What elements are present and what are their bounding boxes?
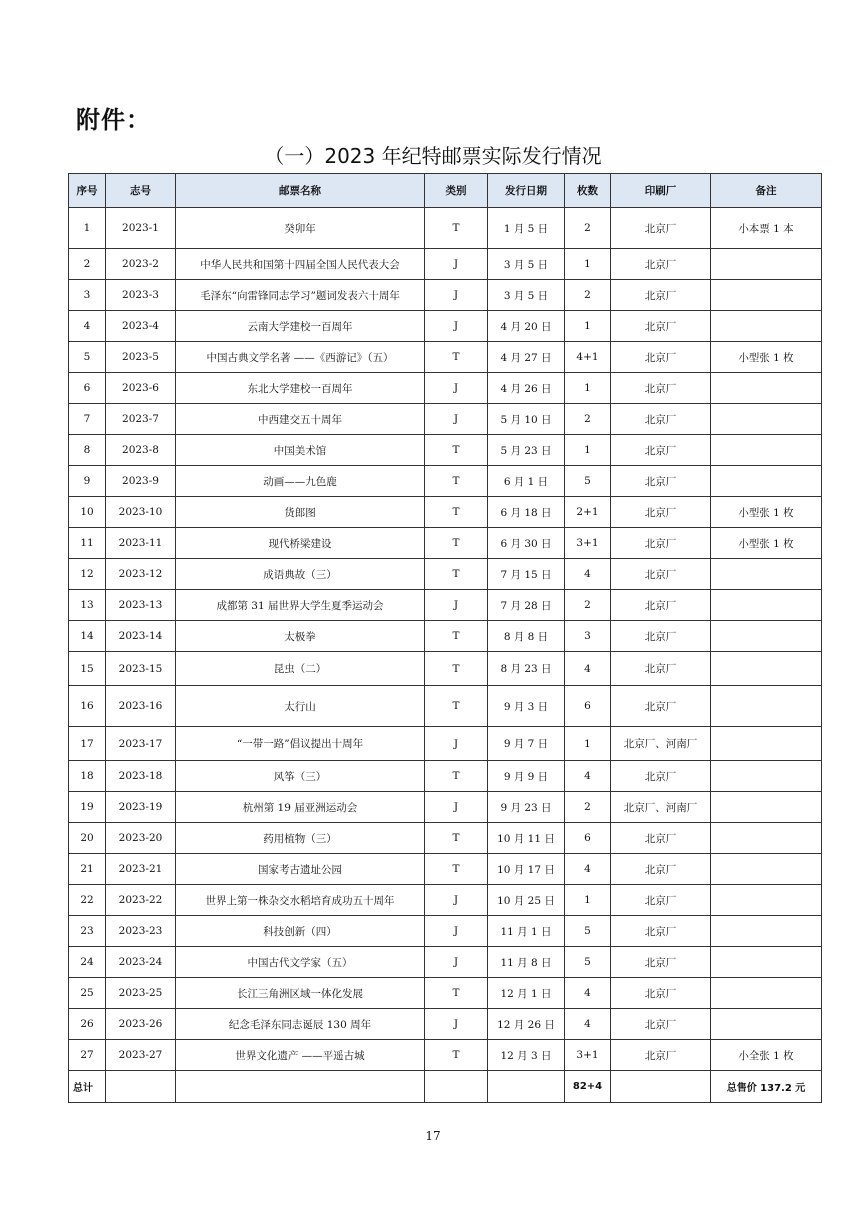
cell-count: 4+1 — [565, 342, 611, 373]
cell-no: 5 — [69, 342, 106, 373]
cell-code: 2023-22 — [106, 885, 176, 916]
cell-category: T — [425, 1040, 488, 1071]
cell-issue-date: 11 月 8 日 — [488, 947, 565, 978]
cell-category: J — [425, 727, 488, 761]
cell-category: T — [425, 435, 488, 466]
cell-category: J — [425, 885, 488, 916]
cell-code: 2023-13 — [106, 590, 176, 621]
cell-code: 2023-9 — [106, 466, 176, 497]
cell-issue-date: 12 月 26 日 — [488, 1009, 565, 1040]
cell-code: 2023-21 — [106, 854, 176, 885]
cell-stamp-name: 中西建交五十周年 — [176, 404, 425, 435]
cell-code: 2023-20 — [106, 823, 176, 854]
cell-stamp-name: 毛泽东“向雷锋同志学习”题词发表六十周年 — [176, 280, 425, 311]
cell-code: 2023-27 — [106, 1040, 176, 1071]
cell-no: 6 — [69, 373, 106, 404]
cell-category: T — [425, 528, 488, 559]
cell-printer: 北京厂 — [611, 466, 711, 497]
cell-no: 22 — [69, 885, 106, 916]
cell-note — [711, 761, 822, 792]
cell-stamp-name: 癸卯年 — [176, 208, 425, 249]
cell-count: 6 — [565, 823, 611, 854]
cell-printer: 北京厂 — [611, 404, 711, 435]
cell-stamp-name: 动画——九色鹿 — [176, 466, 425, 497]
cell-no: 13 — [69, 590, 106, 621]
cell-note — [711, 885, 822, 916]
cell-stamp-name: 杭州第 19 届亚洲运动会 — [176, 792, 425, 823]
cell-note — [711, 621, 822, 652]
cell-no: 26 — [69, 1009, 106, 1040]
cell-code: 2023-4 — [106, 311, 176, 342]
cell-no: 25 — [69, 978, 106, 1009]
table-row — [69, 1040, 822, 1071]
cell-note — [711, 978, 822, 1009]
cell-printer: 北京厂 — [611, 916, 711, 947]
total-empty-cell — [106, 1071, 176, 1103]
cell-stamp-name: 太极拳 — [176, 621, 425, 652]
cell-code: 2023-5 — [106, 342, 176, 373]
table-row — [69, 686, 822, 727]
total-empty-cell — [488, 1071, 565, 1103]
cell-no: 7 — [69, 404, 106, 435]
cell-note: 小型张 1 枚 — [711, 342, 822, 373]
cell-note — [711, 249, 822, 280]
cell-count: 1 — [565, 885, 611, 916]
table-row — [69, 885, 822, 916]
table-row — [69, 727, 822, 761]
cell-note: 小型张 1 枚 — [711, 528, 822, 559]
cell-count: 4 — [565, 854, 611, 885]
cell-stamp-name: 太行山 — [176, 686, 425, 727]
cell-issue-date: 9 月 3 日 — [488, 686, 565, 727]
table-row — [69, 280, 822, 311]
cell-printer: 北京厂 — [611, 854, 711, 885]
attachment-heading: 附件： — [76, 106, 151, 134]
header-note: 备注 — [711, 174, 822, 208]
cell-issue-date: 11 月 1 日 — [488, 916, 565, 947]
cell-category: T — [425, 854, 488, 885]
cell-note — [711, 727, 822, 761]
table-row — [69, 1009, 822, 1040]
table-row — [69, 249, 822, 280]
cell-stamp-name: 药用植物（三） — [176, 823, 425, 854]
cell-count: 3 — [565, 621, 611, 652]
cell-stamp-name: 国家考古遗址公园 — [176, 854, 425, 885]
cell-issue-date: 3 月 5 日 — [488, 249, 565, 280]
cell-count: 1 — [565, 727, 611, 761]
cell-category: T — [425, 342, 488, 373]
cell-issue-date: 9 月 7 日 — [488, 727, 565, 761]
cell-no: 9 — [69, 466, 106, 497]
cell-printer: 北京厂 — [611, 823, 711, 854]
cell-issue-date: 12 月 3 日 — [488, 1040, 565, 1071]
cell-note — [711, 435, 822, 466]
total-empty-cell — [611, 1071, 711, 1103]
cell-stamp-name: 世界上第一株杂交水稻培育成功五十周年 — [176, 885, 425, 916]
cell-no: 4 — [69, 311, 106, 342]
cell-note — [711, 373, 822, 404]
cell-count: 5 — [565, 947, 611, 978]
cell-code: 2023-1 — [106, 208, 176, 249]
cell-note — [711, 652, 822, 686]
cell-code: 2023-3 — [106, 280, 176, 311]
cell-category: J — [425, 590, 488, 621]
cell-category: T — [425, 761, 488, 792]
cell-code: 2023-17 — [106, 727, 176, 761]
cell-category: T — [425, 497, 488, 528]
cell-code: 2023-7 — [106, 404, 176, 435]
cell-category: J — [425, 1009, 488, 1040]
table-row — [69, 621, 822, 652]
table-row — [69, 761, 822, 792]
cell-issue-date: 8 月 23 日 — [488, 652, 565, 686]
cell-category: J — [425, 373, 488, 404]
cell-stamp-name: “一带一路”倡议提出十周年 — [176, 727, 425, 761]
cell-stamp-name: 中华人民共和国第十四届全国人民代表大会 — [176, 249, 425, 280]
cell-stamp-name: 中国古典文学名著 ——《西游记》（五） — [176, 342, 425, 373]
cell-no: 15 — [69, 652, 106, 686]
cell-count: 4 — [565, 978, 611, 1009]
cell-no: 1 — [69, 208, 106, 249]
cell-printer: 北京厂 — [611, 1009, 711, 1040]
cell-issue-date: 7 月 28 日 — [488, 590, 565, 621]
header-count: 枚数 — [565, 174, 611, 208]
cell-printer: 北京厂 — [611, 208, 711, 249]
cell-printer: 北京厂 — [611, 528, 711, 559]
header-name: 邮票名称 — [176, 174, 425, 208]
cell-issue-date: 8 月 8 日 — [488, 621, 565, 652]
cell-printer: 北京厂 — [611, 435, 711, 466]
cell-stamp-name: 货郎图 — [176, 497, 425, 528]
cell-stamp-name: 中国美术馆 — [176, 435, 425, 466]
cell-no: 23 — [69, 916, 106, 947]
cell-stamp-name: 成语典故（三） — [176, 559, 425, 590]
cell-no: 14 — [69, 621, 106, 652]
table-row — [69, 435, 822, 466]
cell-category: T — [425, 652, 488, 686]
cell-printer: 北京厂 — [611, 497, 711, 528]
cell-issue-date: 4 月 27 日 — [488, 342, 565, 373]
cell-category: J — [425, 916, 488, 947]
cell-issue-date: 6 月 1 日 — [488, 466, 565, 497]
cell-note — [711, 559, 822, 590]
cell-issue-date: 10 月 11 日 — [488, 823, 565, 854]
cell-printer: 北京厂 — [611, 342, 711, 373]
cell-printer: 北京厂 — [611, 373, 711, 404]
cell-category: T — [425, 621, 488, 652]
cell-no: 19 — [69, 792, 106, 823]
cell-category: T — [425, 466, 488, 497]
cell-count: 2 — [565, 404, 611, 435]
cell-count: 2 — [565, 208, 611, 249]
table-row — [69, 342, 822, 373]
cell-printer: 北京厂 — [611, 249, 711, 280]
cell-no: 16 — [69, 686, 106, 727]
cell-note — [711, 686, 822, 727]
cell-issue-date: 5 月 23 日 — [488, 435, 565, 466]
cell-category: T — [425, 559, 488, 590]
cell-printer: 北京厂、河南厂 — [611, 727, 711, 761]
cell-no: 3 — [69, 280, 106, 311]
cell-printer: 北京厂 — [611, 621, 711, 652]
cell-printer: 北京厂 — [611, 590, 711, 621]
cell-code: 2023-15 — [106, 652, 176, 686]
cell-note: 小本票 1 本 — [711, 208, 822, 249]
table-row — [69, 466, 822, 497]
cell-note — [711, 854, 822, 885]
cell-printer: 北京厂 — [611, 978, 711, 1009]
cell-code: 2023-23 — [106, 916, 176, 947]
cell-issue-date: 10 月 17 日 — [488, 854, 565, 885]
cell-printer: 北京厂 — [611, 885, 711, 916]
cell-no: 21 — [69, 854, 106, 885]
header-date: 发行日期 — [488, 174, 565, 208]
cell-issue-date: 10 月 25 日 — [488, 885, 565, 916]
cell-no: 11 — [69, 528, 106, 559]
cell-no: 12 — [69, 559, 106, 590]
table-row — [69, 792, 822, 823]
cell-issue-date: 4 月 26 日 — [488, 373, 565, 404]
cell-category: T — [425, 978, 488, 1009]
cell-printer: 北京厂 — [611, 652, 711, 686]
total-price: 总售价 137.2 元 — [711, 1071, 822, 1103]
cell-issue-date: 9 月 9 日 — [488, 761, 565, 792]
cell-printer: 北京厂 — [611, 761, 711, 792]
table-row — [69, 528, 822, 559]
cell-stamp-name: 东北大学建校一百周年 — [176, 373, 425, 404]
cell-stamp-name: 现代桥梁建设 — [176, 528, 425, 559]
cell-category: J — [425, 249, 488, 280]
cell-note — [711, 792, 822, 823]
table-row — [69, 208, 822, 249]
cell-count: 4 — [565, 1009, 611, 1040]
table-row — [69, 590, 822, 621]
cell-stamp-name: 长江三角洲区域一体化发展 — [176, 978, 425, 1009]
cell-note: 小型张 1 枚 — [711, 497, 822, 528]
table-header-row — [69, 174, 822, 208]
table-row — [69, 497, 822, 528]
cell-no: 20 — [69, 823, 106, 854]
total-empty-cell — [425, 1071, 488, 1103]
table-row — [69, 559, 822, 590]
cell-no: 27 — [69, 1040, 106, 1071]
cell-printer: 北京厂 — [611, 1040, 711, 1071]
table-row — [69, 916, 822, 947]
table-row — [69, 373, 822, 404]
cell-count: 4 — [565, 761, 611, 792]
cell-code: 2023-24 — [106, 947, 176, 978]
cell-stamp-name: 世界文化遗产 ——平遥古城 — [176, 1040, 425, 1071]
cell-stamp-name: 昆虫（二） — [176, 652, 425, 686]
cell-category: T — [425, 823, 488, 854]
table-row — [69, 978, 822, 1009]
cell-category: J — [425, 792, 488, 823]
cell-code: 2023-26 — [106, 1009, 176, 1040]
cell-code: 2023-19 — [106, 792, 176, 823]
cell-count: 3+1 — [565, 1040, 611, 1071]
cell-issue-date: 12 月 1 日 — [488, 978, 565, 1009]
table-row — [69, 404, 822, 435]
cell-issue-date: 6 月 30 日 — [488, 528, 565, 559]
cell-code: 2023-12 — [106, 559, 176, 590]
cell-count: 1 — [565, 435, 611, 466]
total-empty-cell — [176, 1071, 425, 1103]
cell-no: 2 — [69, 249, 106, 280]
cell-note — [711, 311, 822, 342]
cell-count: 3+1 — [565, 528, 611, 559]
cell-no: 8 — [69, 435, 106, 466]
cell-count: 1 — [565, 311, 611, 342]
cell-count: 2+1 — [565, 497, 611, 528]
cell-issue-date: 6 月 18 日 — [488, 497, 565, 528]
cell-code: 2023-8 — [106, 435, 176, 466]
cell-note — [711, 404, 822, 435]
cell-count: 2 — [565, 792, 611, 823]
table-row — [69, 823, 822, 854]
cell-stamp-name: 纪念毛泽东同志诞辰 130 周年 — [176, 1009, 425, 1040]
table-total-row — [69, 1071, 822, 1103]
table-row — [69, 947, 822, 978]
cell-printer: 北京厂、河南厂 — [611, 792, 711, 823]
total-label: 总计 — [69, 1071, 106, 1103]
cell-note: 小全张 1 枚 — [711, 1040, 822, 1071]
cell-code: 2023-16 — [106, 686, 176, 727]
cell-note — [711, 947, 822, 978]
header-no: 序号 — [69, 174, 106, 208]
cell-code: 2023-11 — [106, 528, 176, 559]
cell-issue-date: 9 月 23 日 — [488, 792, 565, 823]
header-printer: 印刷厂 — [611, 174, 711, 208]
cell-printer: 北京厂 — [611, 947, 711, 978]
cell-printer: 北京厂 — [611, 280, 711, 311]
cell-category: J — [425, 311, 488, 342]
table-row — [69, 854, 822, 885]
cell-category: J — [425, 404, 488, 435]
cell-code: 2023-10 — [106, 497, 176, 528]
cell-stamp-name: 中国古代文学家（五） — [176, 947, 425, 978]
cell-count: 1 — [565, 373, 611, 404]
cell-printer: 北京厂 — [611, 311, 711, 342]
cell-count: 5 — [565, 916, 611, 947]
cell-category: T — [425, 208, 488, 249]
header-category: 类别 — [425, 174, 488, 208]
cell-note — [711, 590, 822, 621]
cell-note — [711, 823, 822, 854]
cell-count: 2 — [565, 280, 611, 311]
total-count: 82+4 — [565, 1071, 611, 1103]
cell-issue-date: 5 月 10 日 — [488, 404, 565, 435]
table-row — [69, 652, 822, 686]
cell-count: 5 — [565, 466, 611, 497]
cell-code: 2023-18 — [106, 761, 176, 792]
cell-stamp-name: 风筝（三） — [176, 761, 425, 792]
cell-code: 2023-6 — [106, 373, 176, 404]
cell-no: 17 — [69, 727, 106, 761]
cell-no: 18 — [69, 761, 106, 792]
cell-issue-date: 1 月 5 日 — [488, 208, 565, 249]
cell-note — [711, 1009, 822, 1040]
cell-category: J — [425, 947, 488, 978]
stamp-issue-table — [68, 173, 822, 1103]
cell-stamp-name: 科技创新（四） — [176, 916, 425, 947]
cell-code: 2023-2 — [106, 249, 176, 280]
cell-issue-date: 3 月 5 日 — [488, 280, 565, 311]
cell-note — [711, 280, 822, 311]
header-code: 志号 — [106, 174, 176, 208]
cell-stamp-name: 成都第 31 届世界大学生夏季运动会 — [176, 590, 425, 621]
cell-stamp-name: 云南大学建校一百周年 — [176, 311, 425, 342]
cell-count: 6 — [565, 686, 611, 727]
cell-issue-date: 7 月 15 日 — [488, 559, 565, 590]
cell-count: 4 — [565, 559, 611, 590]
page-number: 17 — [425, 1129, 441, 1143]
cell-code: 2023-14 — [106, 621, 176, 652]
cell-note — [711, 466, 822, 497]
cell-issue-date: 4 月 20 日 — [488, 311, 565, 342]
cell-printer: 北京厂 — [611, 686, 711, 727]
cell-no: 24 — [69, 947, 106, 978]
cell-code: 2023-25 — [106, 978, 176, 1009]
cell-count: 2 — [565, 590, 611, 621]
cell-count: 4 — [565, 652, 611, 686]
cell-count: 1 — [565, 249, 611, 280]
cell-category: J — [425, 280, 488, 311]
cell-printer: 北京厂 — [611, 559, 711, 590]
cell-note — [711, 916, 822, 947]
cell-category: T — [425, 686, 488, 727]
cell-no: 10 — [69, 497, 106, 528]
page-title: （一）2023 年纪特邮票实际发行情况 — [264, 144, 602, 168]
table-row — [69, 311, 822, 342]
